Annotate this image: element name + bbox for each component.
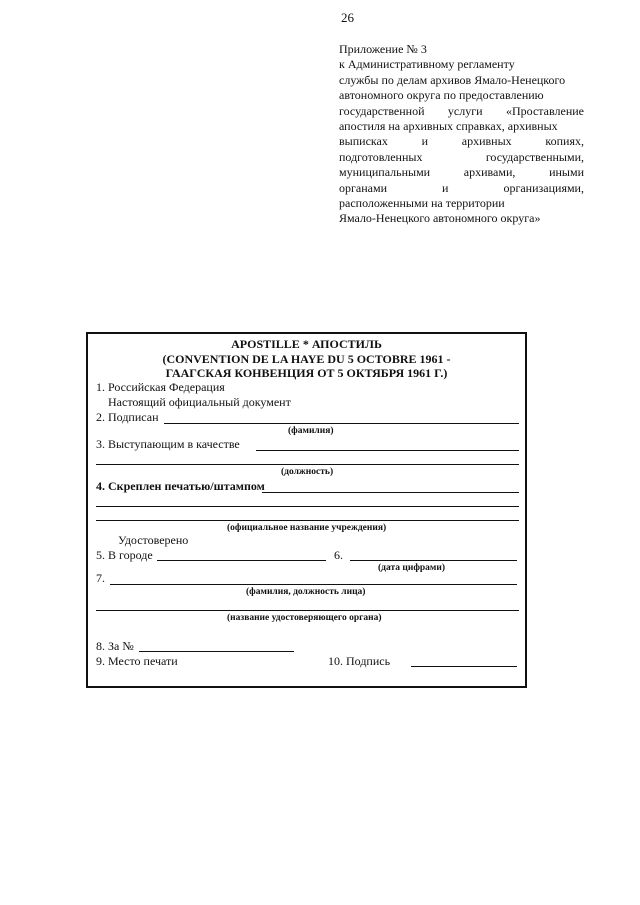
appendix-word: выписках [339, 134, 388, 149]
field-9-label: 9. Место печати [96, 654, 178, 668]
field-4-line[interactable] [262, 492, 519, 493]
appendix-line [339, 57, 584, 72]
appendix-word: государственной [339, 103, 425, 118]
page-number: 26 [341, 10, 354, 25]
appendix-word: органами [339, 180, 388, 195]
appendix-word: Ямало-Ненецкого автономного округа» [339, 211, 541, 226]
field-4-line-2[interactable] [96, 506, 519, 507]
caption-date: (дата цифрами) [378, 563, 446, 573]
appendix-line [339, 73, 584, 88]
appendix-word: государственными, [485, 149, 584, 164]
field-1-country: 1. Российская Федерация [96, 380, 225, 394]
field-10-signature-line[interactable] [411, 666, 517, 667]
appendix-line [339, 165, 584, 180]
appendix-word: и [442, 180, 449, 195]
appendix-word: службы по делам архивов Ямало-Ненецкого [339, 72, 566, 87]
field-10-label: 10. Подпись [328, 654, 391, 668]
appendix-line [339, 134, 584, 149]
appendix-word: «Проставление [505, 103, 584, 118]
certified-label: Удостоверено [118, 533, 189, 547]
appendix-word: организациями, [503, 180, 584, 195]
field-6-label: 6. [334, 548, 343, 562]
appendix-line [339, 42, 584, 57]
caption-authority: (название удостоверяющего органа) [227, 613, 382, 623]
field-8-label: 8. За № [96, 639, 134, 653]
appendix-word: и [421, 134, 429, 149]
appendix-word: копиях, [545, 134, 584, 149]
field-4-label: 4. Скреплен печатью/штампом [96, 479, 265, 493]
field-6-line[interactable] [350, 560, 517, 561]
appendix-word: автономного округа по предоставлению [339, 88, 544, 103]
appendix-word: к Административному регламенту [339, 57, 515, 72]
caption-person: (фамилия, должность лица) [246, 587, 366, 597]
field-7-line[interactable] [110, 584, 517, 585]
appendix-line [339, 104, 584, 119]
appendix-line [339, 211, 584, 226]
appendix-line [339, 88, 584, 103]
field-2-line[interactable] [164, 423, 519, 424]
field-7-line-2[interactable] [96, 610, 519, 611]
appendix-word: услуги [447, 103, 483, 118]
appendix-word: архивных [461, 134, 512, 149]
appendix-word: подготовленных [339, 149, 423, 164]
header-title: APOSTILLE * АПОСТИЛЬ [231, 337, 382, 351]
field-1-document: Настоящий официальный документ [108, 395, 291, 409]
field-2-label: 2. Подписан [96, 410, 159, 424]
field-3-line-2[interactable] [96, 464, 519, 465]
appendix-word: расположенными на территории [339, 196, 505, 211]
appendix-word: архивами, [463, 165, 516, 180]
apostille-form [86, 332, 527, 688]
caption-surname: (фамилия) [288, 426, 334, 436]
field-4-line-3[interactable] [96, 520, 519, 521]
header-convention-fr: (CONVENTION DE LA HAYE DU 5 OCTOBRE 1961 - [162, 352, 451, 366]
field-5-label: 5. В городе [96, 548, 153, 562]
appendix-word: апостиля на архивных справках, архивных [339, 119, 558, 134]
appendix-word: Приложение № 3 [339, 42, 427, 56]
appendix-word: муниципальными [339, 165, 431, 180]
field-8-line[interactable] [139, 651, 294, 652]
caption-institution: (официальное название учреждения) [227, 523, 387, 533]
caption-position: (должность) [281, 467, 334, 477]
appendix-line [339, 181, 584, 196]
appendix-line [339, 196, 584, 211]
header-convention-ru: ГААГСКАЯ КОНВЕНЦИЯ ОТ 5 ОКТЯБРЯ 1961 Г.) [165, 366, 448, 380]
field-3-line[interactable] [256, 450, 519, 451]
field-7-label: 7. [96, 571, 105, 585]
appendix-line [339, 150, 584, 165]
field-5-line[interactable] [157, 560, 326, 561]
appendix-caption [339, 42, 584, 227]
appendix-line [339, 119, 584, 134]
appendix-word: иными [549, 165, 584, 180]
field-3-label: 3. Выступающим в качестве [96, 437, 240, 451]
